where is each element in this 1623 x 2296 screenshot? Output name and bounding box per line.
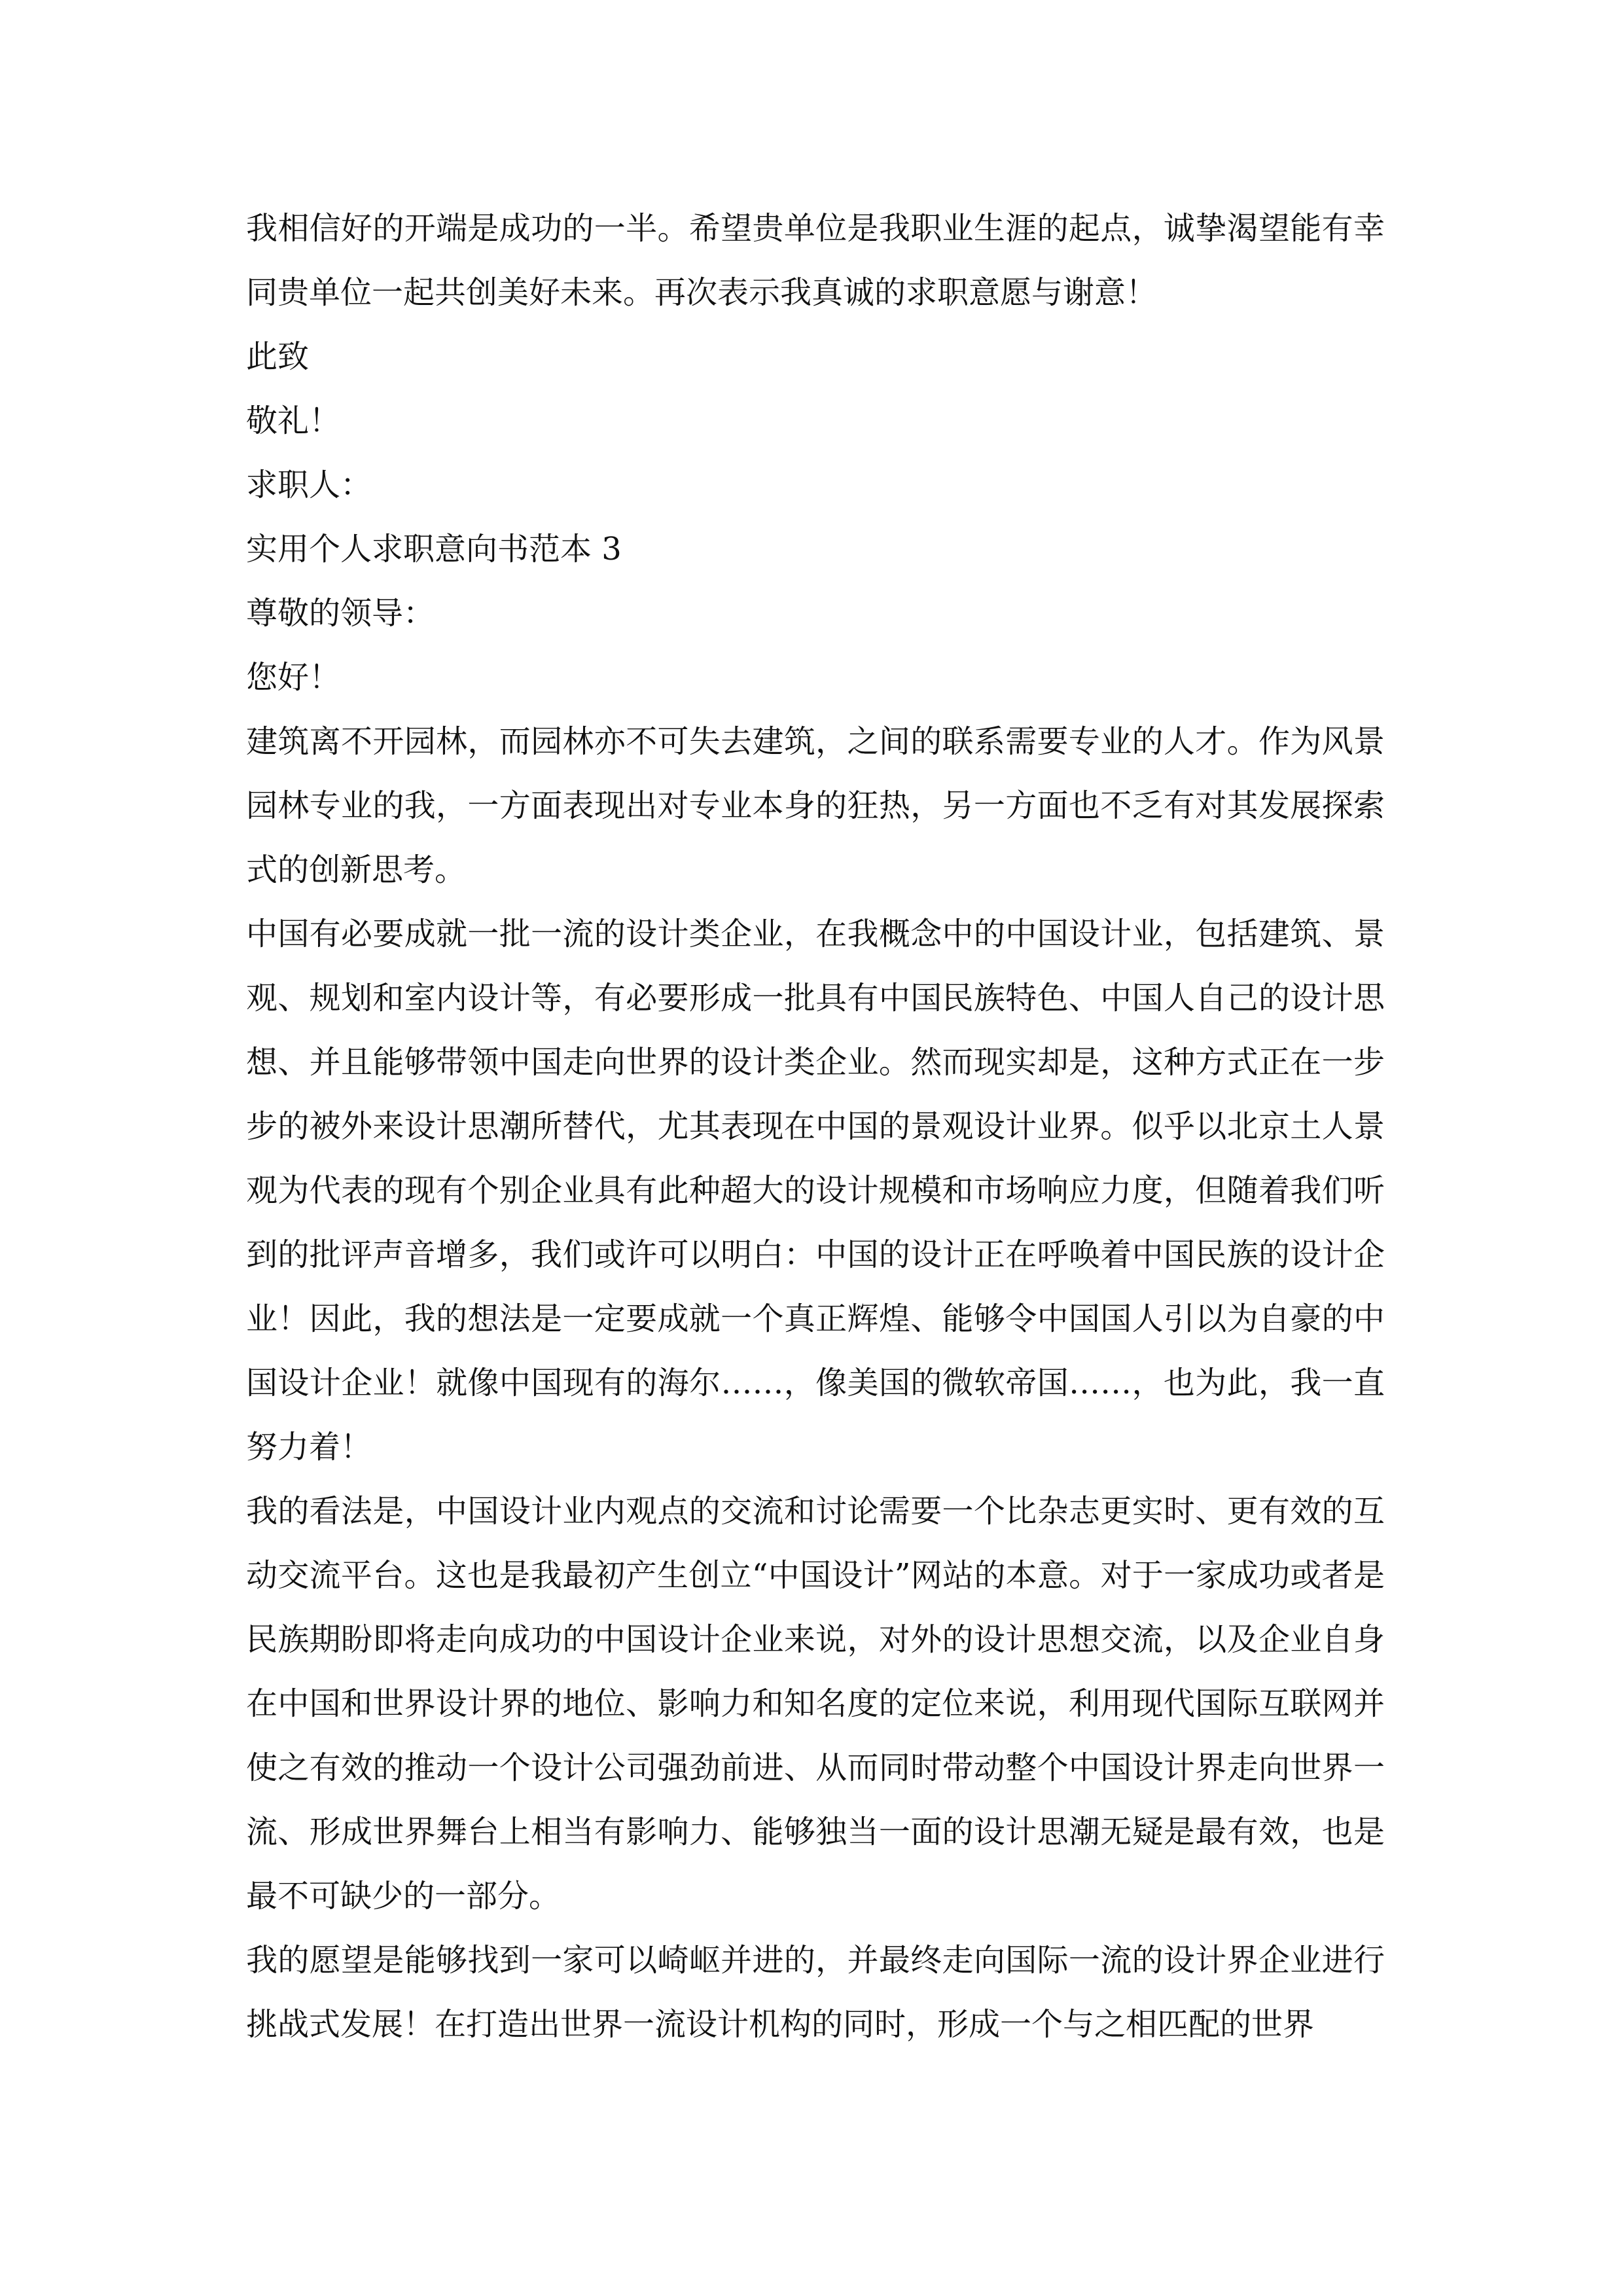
- greeting-recipient: 尊敬的领导：: [246, 595, 435, 632]
- salutation-jingli: 敬礼！: [246, 403, 341, 439]
- document-body: [246, 196, 1385, 2056]
- body-paragraph-design-industry: 中国有必要成就一批一流的设计类企业，在我概念中的中国设计业，包括建筑、景观、规划和室内设计等，有必要形成一批具有中国民族特色、中国人自己的设计思想、并且能够带领中国走向世界的设计类企业。然而现实却是，这种方式正在一步步的被外来设计思潮所替代，尤其表现在中国的景观设计业界。似乎以北京土人景观为代表的现有个别企业具有此种超大的设计规模和市场响应力度，但随着我们听到的批评声音增多，我们或许可以明白：中国的设计正在呼唤着中国民族的设计企业！因此，我的想法是一定要成就一个真正辉煌、能够令中国国人引以为自豪的中国设计企业！就像中国现有的海尔……，像美国的微软帝国……，也为此，我一直努力着！: [246, 916, 1385, 1465]
- greeting-hello: 您好！: [246, 659, 341, 696]
- body-paragraph-aspiration: 我的愿望是能够找到一家可以崎岖并进的，并最终走向国际一流的设计界企业进行挑战式发展！在打造出世界一流设计机构的同时，形成一个与之相匹配的世界: [246, 1942, 1385, 2043]
- applicant-signature-label: 求职人：: [246, 467, 372, 503]
- closing-paragraph: 我相信好的开端是成功的一半。希望贵单位是我职业生涯的起点，诚挚渴望能有幸同贵单位一起共创美好未来。再次表示我真诚的求职意愿与谢意！: [246, 210, 1385, 311]
- body-paragraph-architecture: 建筑离不开园林，而园林亦不可失去建筑，之间的联系需要专业的人才。作为风景园林专业的我，一方面表现出对专业本身的狂热，另一方面也不乏有对其发展探索式的创新思考。: [246, 723, 1385, 888]
- salutation-cizhi: 此致: [246, 338, 310, 375]
- section-heading: 实用个人求职意向书范本 3: [246, 531, 622, 567]
- body-paragraph-platform: 我的看法是，中国设计业内观点的交流和讨论需要一个比杂志更实时、更有效的互动交流平台。这也是我最初产生创立“中国设计”网站的本意。对于一家成功或者是民族期盼即将走向成功的中国设计企业来说，对外的设计思想交流，以及企业自身在中国和世界设计界的地位、影响力和知名度的定位来说，利用现代国际互联网并使之有效的推动一个设计公司强劲前进、从而同时带动整个中国设计界走向世界一流、形成世界舞台上相当有影响力、能够独当一面的设计思潮无疑是最有效，也是最不可缺少的一部分。: [246, 1493, 1385, 1914]
